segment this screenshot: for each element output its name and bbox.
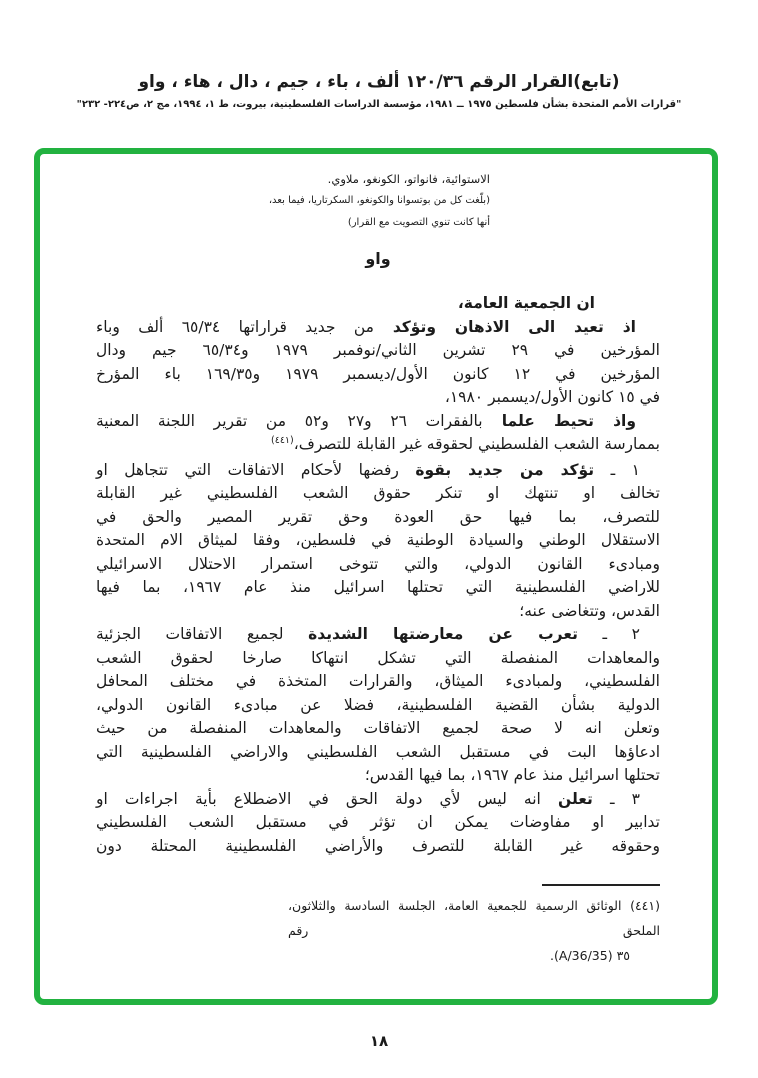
- body-line: ٣ ـ تعلن انه ليس لأي دولة الحق في الاضطلاع بأية اجراءات او: [96, 789, 640, 808]
- footnote-block: [288, 884, 660, 968]
- body-line: ادعاؤها البت في مستقبل الشعب الفلسطيني والاراضي الفلسطينية التي: [96, 742, 660, 761]
- source-citation: "قرارات الأمم المتحدة بشأن فلسطين ١٩٧٥ ــ ١٩٨١، مؤسسة الدراسات الفلسطينية، بيروت، ط ١، ١٩٩٤، مج ٢، ص٢٢٤- ٢٣٢": [76, 99, 682, 110]
- footnote-separator-rule: [542, 884, 660, 886]
- body-line: المؤرخين في ٢٩ تشرين الثاني/نوفمبر ١٩٧٩ و٦٥/٣٤ جيم ودال: [96, 341, 660, 359]
- body-line: ومبادىء القانون الدولي، والتي تتوخى استمرار الاحتلال الاسرائيلي: [96, 554, 660, 573]
- highlight-frame: [34, 148, 718, 1005]
- body-line: المؤرخين في ١٢ كانون الأول/ديسمبر ١٩٧٩ و١٦٩/٣٥ باء المؤرخ: [96, 364, 660, 383]
- body-line: والمعاهدات المنفصلة التي تشكل انتهاكا صارخا لحقوق الشعب: [96, 648, 660, 667]
- footnote-text: [288, 893, 660, 968]
- footnote-line: ٣٥ (A/36/35).: [550, 948, 630, 963]
- section-heading-waw: واو: [365, 249, 391, 268]
- footnote-line: (٤٤١) الوثائق الرسمية للجمعية العامة، الجلسة السادسة والثلاثون، الملحق رقم: [288, 898, 660, 938]
- body-line: القدس، وتتغاضى عنه؛: [519, 601, 660, 620]
- body-line: بممارسة الشعب الفلسطيني لحقوقه غير القابلة للتصرف،$^{(٤٤١)}$: [271, 435, 660, 453]
- body-line: تخالف او تنتهك او تنكر حقوق الشعب الفلسطيني غير القابلة: [96, 484, 660, 502]
- continuation-line: (بلّغت كل من بوتسوانا والكونغو، السكرتاريا، فيما بعد،: [268, 195, 490, 206]
- body-line: واذ تحيط علما بالفقرات ٢٦ و٢٧ و٥٢ من تقرير اللجنة المعنية: [96, 411, 636, 430]
- body-line: ١ ـ تؤكد من جديد بقوة رفضها لأحكام الاتفاقات التي تتجاهل او: [96, 460, 640, 479]
- continuation-line: أنها كانت تنوي التصويت مع القرار): [347, 217, 490, 228]
- body-line: ان الجمعية العامة،: [457, 294, 595, 312]
- body-line: للاراضي الفلسطينية التي تحتلها اسرائيل منذ عام ١٩٦٧، بما فيها: [96, 578, 661, 596]
- body-line: الدولية بشأن القضية الفلسطينية، فضلا عن مبادىء القانون الدولي،: [96, 695, 660, 714]
- body-line: للتصرف، بما فيها حق العودة وحق تقرير المصير والحق في: [96, 507, 660, 526]
- body-line: تدابير او مفاوضات يمكن ان تؤثر في مستقبل الشعب الفلسطيني: [96, 813, 660, 831]
- page-content: [40, 154, 712, 968]
- resolution-title: (تابع)القرار الرقم ١٢٠/٣٦ ألف ، باء ، جيم ، دال ، هاء ، واو: [138, 72, 620, 92]
- body-line: وتعلن انه لا صحة لجميع الاتفاقات والمعاهدات المنفصلة من حيث: [96, 719, 660, 737]
- continuation-line: الاستوائية، فانواتو، الكونغو، ملاوي.: [327, 172, 490, 186]
- vote-continuation-block: [96, 168, 490, 234]
- body-line: ٢ ـ تعرب عن معارضتها الشديدة لجميع الاتفاقات الجزئية: [96, 625, 640, 643]
- body-line: الفلسطيني، ولمبادىء الميثاق، والقرارات المتخذة في مختلف المحافل: [96, 672, 660, 690]
- body-line: اذ تعيد الى الاذهان وتؤكد من جديد قراراتها ٦٥/٣٤ ألف وباء: [96, 317, 636, 336]
- page-number: ١٨: [369, 1032, 389, 1050]
- footnote-reference-marker: (٤٤١): [271, 435, 294, 446]
- body-line: الاستقلال الوطني والسيادة الوطنية في فلسطين، وفقا لميثاق الام المتحدة: [96, 531, 660, 549]
- page-header: [0, 72, 758, 110]
- body-line: في ١٥ كانون الأول/ديسمبر ١٩٨٠،: [444, 388, 660, 406]
- body-text: [96, 292, 660, 858]
- body-line: وحقوقه غير القابلة للتصرف والأراضي الفلسطينية المحتلة دون: [96, 836, 660, 855]
- body-line: تحتلها اسرائيل منذ عام ١٩٦٧، بما فيها القدس؛: [364, 766, 660, 784]
